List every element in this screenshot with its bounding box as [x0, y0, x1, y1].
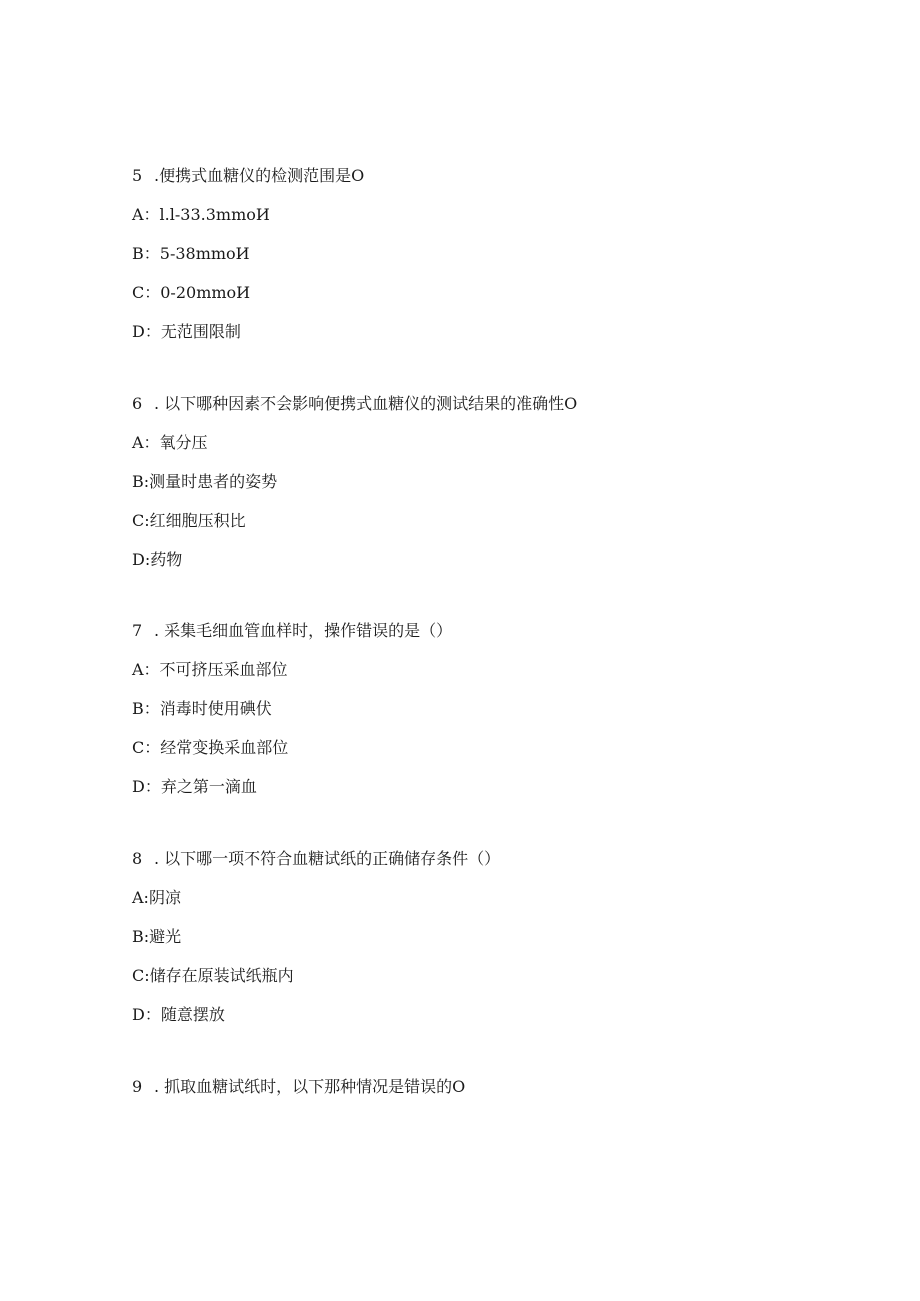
question-text: .便携式血糖仪的检测范围是O — [154, 166, 365, 185]
question-text: . 抓取血糖试纸时，以下那种情况是错误的O — [154, 1077, 466, 1096]
question-6-stem — [132, 394, 577, 414]
question-number: 6 — [132, 394, 143, 413]
question-text: . 以下哪一项不符合血糖试纸的正确储存条件（） — [154, 849, 501, 868]
question-5-option-c: C：0-20mmoИ — [132, 283, 251, 302]
question-5-option-a: A：l.l-33.3mmoИ — [132, 205, 270, 224]
question-text: . 以下哪种因素不会影响便携式血糖仪的测试结果的准确性O — [154, 394, 578, 413]
question-number: 9 — [132, 1077, 143, 1096]
question-7-option-c: C：经常变换采血部位 — [132, 738, 289, 757]
question-6-option-b: B:测量时患者的姿势 — [132, 472, 278, 491]
question-text: . 采集毛细血管血样时，操作错误的是（） — [154, 621, 453, 640]
question-7-option-a: A：不可挤压采血部位 — [132, 660, 288, 679]
question-5-option-d: D：无范围限制 — [132, 322, 241, 341]
question-8-stem — [132, 849, 500, 869]
question-9-stem — [132, 1077, 465, 1097]
question-7-option-d: D：弃之第一滴血 — [132, 777, 257, 796]
question-8-option-c: C:储存在原装试纸瓶内 — [132, 966, 294, 985]
question-8-option-b: B:避光 — [132, 927, 182, 946]
question-6-option-a: A：氧分压 — [132, 433, 208, 452]
question-6-option-c: C:红细胞压积比 — [132, 511, 246, 530]
question-number: 5 — [132, 166, 143, 185]
question-number: 8 — [132, 849, 143, 868]
question-8-option-d: D：随意摆放 — [132, 1005, 225, 1024]
question-6-option-d: D:药物 — [132, 550, 183, 569]
question-7-option-b: B：消毒时使用碘伏 — [132, 699, 272, 718]
question-5-option-b: B：5-38mmoИ — [132, 244, 250, 263]
question-7-stem — [132, 621, 452, 641]
question-5-stem — [132, 166, 364, 186]
question-8-option-a: A:阴凉 — [132, 888, 181, 907]
question-number: 7 — [132, 621, 143, 640]
